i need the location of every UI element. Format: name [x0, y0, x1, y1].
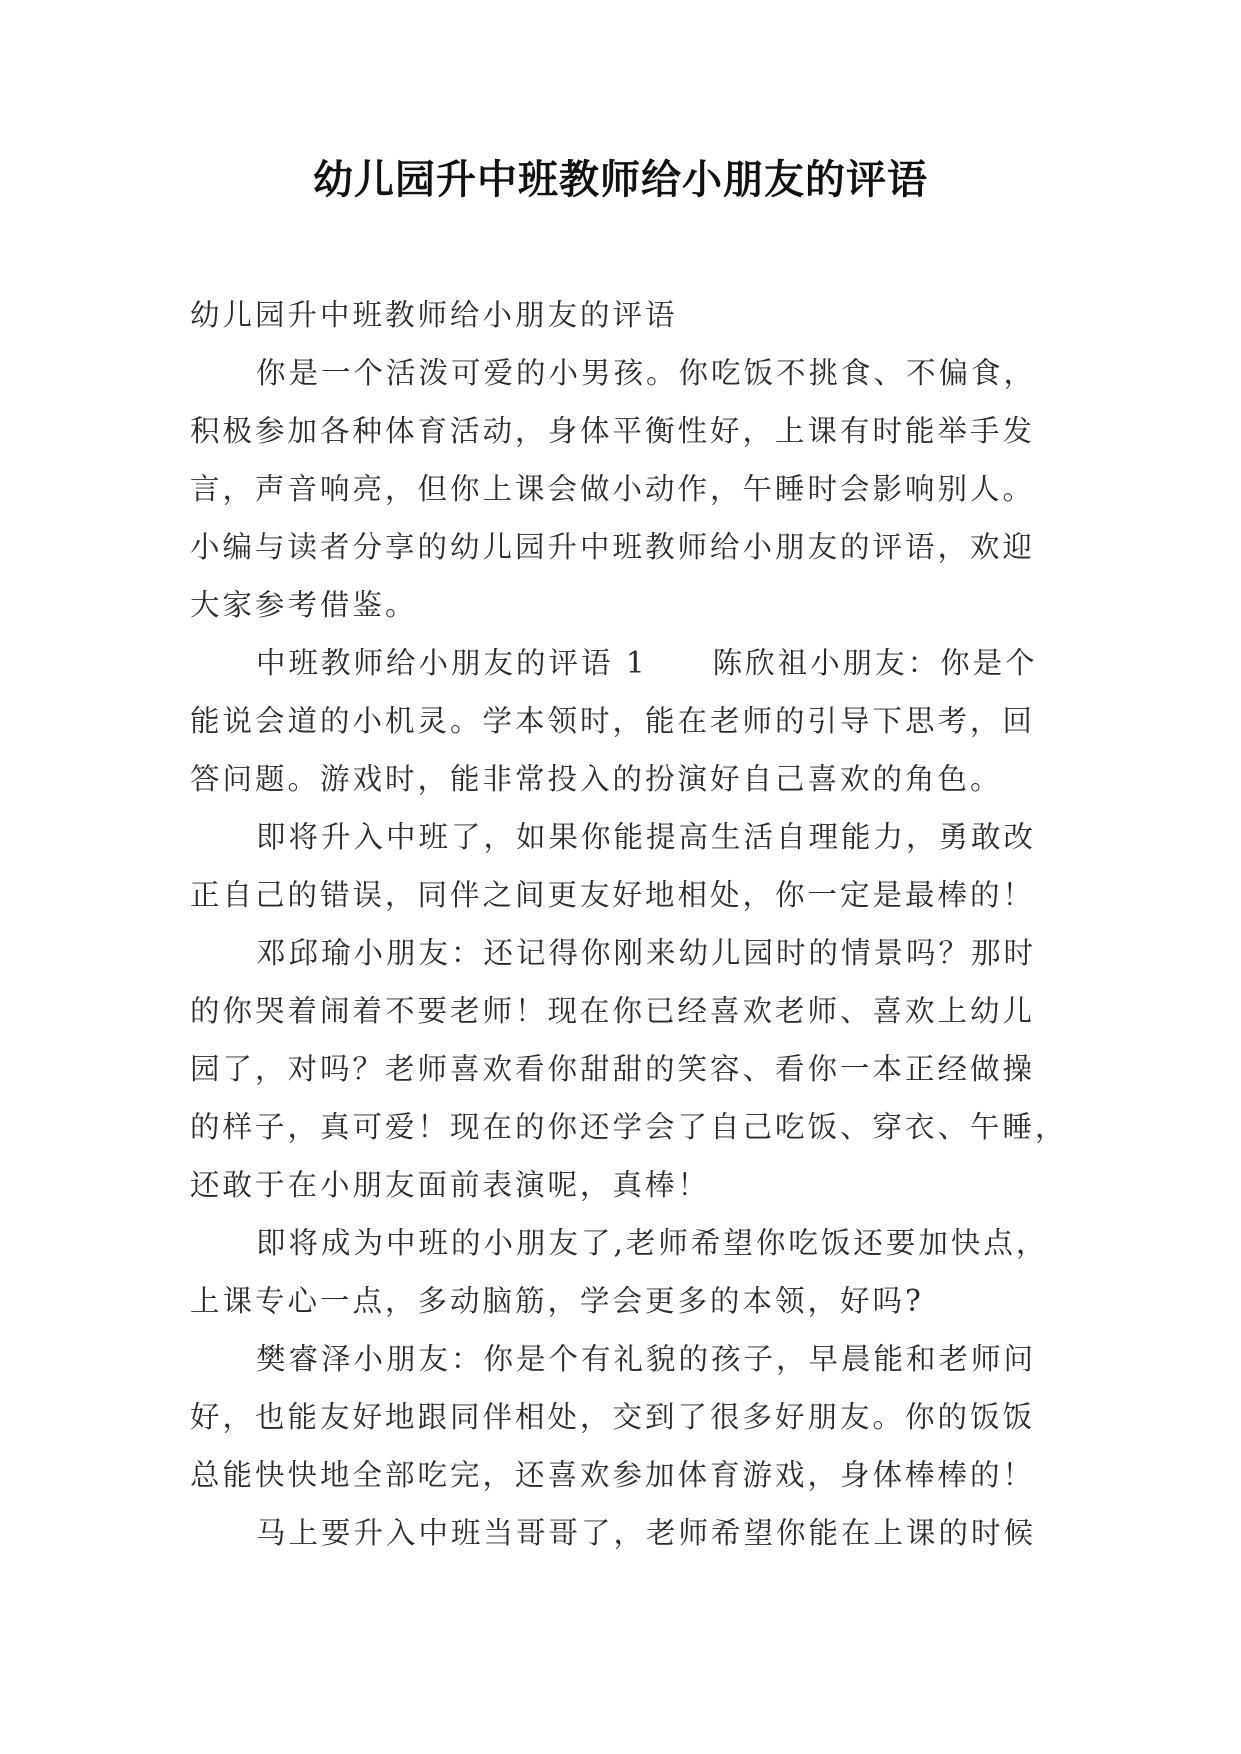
text-line: 的你哭着闹着不要老师！现在你已经喜欢老师、喜欢上幼儿: [190, 994, 1036, 1028]
text-line: 正自己的错误，同伴之间更友好地相处，你一定是最棒的！: [190, 878, 1036, 912]
document-title: 幼儿园升中班教师给小朋友的评语: [313, 157, 928, 203]
text-line: 中班教师给小朋友的评语 1 陈欣祖小朋友：你是个: [256, 646, 1038, 680]
text-line: 言，声音响亮，但你上课会做小动作，午睡时会影响别人。: [190, 472, 1036, 506]
text-line: 的样子，真可爱！现在的你还学会了自己吃饭、穿衣、午睡，: [190, 1110, 1068, 1144]
document-body: [190, 286, 1070, 1562]
text-line: 幼儿园升中班教师给小朋友的评语: [190, 298, 678, 332]
text-line: 小编与读者分享的幼儿园升中班教师给小朋友的评语，欢迎: [190, 530, 1036, 564]
text-line: 你是一个活泼可爱的小男孩。你吃饭不挑食、不偏食，: [256, 356, 1037, 390]
text-line: 马上要升入中班当哥哥了，老师希望你能在上课的时候: [256, 1516, 1037, 1550]
text-line: 大家参考借鉴。: [190, 588, 418, 622]
text-line: 邓邱瑜小朋友：还记得你刚来幼儿园时的情景吗？那时: [256, 936, 1037, 970]
text-line: 答问题。游戏时，能非常投入的扮演好自己喜欢的角色。: [190, 762, 1003, 796]
text-line: 能说会道的小机灵。学本领时，能在老师的引导下思考，回: [190, 704, 1036, 738]
text-line: 总能快快地全部吃完，还喜欢参加体育游戏，身体棒棒的！: [190, 1458, 1036, 1492]
text-line: 上课专心一点，多动脑筋，学会更多的本领，好吗?: [190, 1284, 924, 1318]
text-line: 园了，对吗？老师喜欢看你甜甜的笑容、看你一本正经做操: [190, 1052, 1036, 1086]
text-line: 即将升入中班了，如果你能提高生活自理能力，勇敢改: [256, 820, 1037, 854]
text-line: 积极参加各种体育活动，身体平衡性好，上课有时能举手发: [190, 414, 1036, 448]
text-line: 樊睿泽小朋友：你是个有礼貌的孩子，早晨能和老师问: [256, 1342, 1037, 1376]
text-line: 还敢于在小朋友面前表演呢，真棒！: [190, 1168, 711, 1202]
text-line: 即将成为中班的小朋友了,老师希望你吃饭还要加快点，: [256, 1226, 1049, 1260]
text-line: 好，也能友好地跟同伴相处，交到了很多好朋友。你的饭饭: [190, 1400, 1036, 1434]
